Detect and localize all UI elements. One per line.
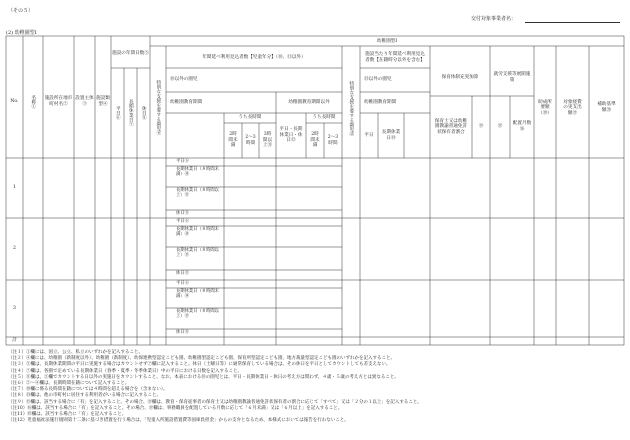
note-9: （注９）⑮欄は、該当する場合に「有」を記入すること。その場合、⑮欄は、教育・保育従事者の保育士又は幼稚園教諭普通免許状保有者の割合に応じて「すべて」又は「２分の１以上」を記入すること。: [8, 399, 422, 405]
col-days-long: 長期休業日⑦: [128, 99, 134, 127]
col-staff-count: 配置月数⑯: [512, 121, 532, 132]
col-nursery-15: ⑮: [478, 124, 484, 130]
col-weekday: 平日: [364, 132, 374, 138]
note-7: （注７）⑩欄に係る長時間在籍については４時間を超える場合を（含まない）。: [8, 387, 168, 393]
section-title: (2) 幼稚園型Ⅰ: [6, 30, 37, 36]
col-days-group: 施設の年間日数⑤: [112, 51, 149, 57]
note-10: （注10）⑯欄は、該当する場合に「有」を記入すること。その場合、⑰欄は、事務職員を配置している月数に応じて「６月未満」又は「６月以上」を記入すること。: [8, 405, 343, 411]
col-per-day-other: ⑬以外の園児: [364, 77, 392, 83]
col-special: 特別な支援を要する園児⑨: [155, 80, 161, 136]
per-day-group: 施設当たり年間延べ利用見込者数【在籍時分以外を含む】: [365, 51, 425, 63]
col-per-day-period: 幼稚園教育期間: [364, 100, 397, 106]
col-3yo: ⑩以外の園児: [170, 77, 198, 83]
row1-long-under8: 長期休業日（８時間未満）⑭: [176, 167, 219, 178]
col-location: 施設所在地市町村名②: [44, 96, 73, 107]
col-operator: 設置主体③: [75, 96, 94, 107]
col-kinder-period: 幼稚園教育期間: [170, 100, 203, 106]
col-days-weekday: 平日⑥: [115, 106, 121, 120]
note-11: （注11）⑱欄は、該当する場合に「有」を記入すること。: [8, 412, 127, 418]
row3-long-under8: 長期休業日（８時間未満）⑭: [176, 289, 219, 300]
row3-long-over8: 長期休業日（８時間以上）⑮: [176, 309, 219, 320]
col-budget: 補助基準額⑳: [597, 102, 616, 113]
sub-2to3: 2～3時間: [245, 134, 256, 146]
form-number: （その５）: [8, 8, 34, 14]
col-weekday-long: 平日・長期休業日・休日⑫: [279, 127, 303, 144]
row1-long-over8: 長期休業日（８時間以上）⑮: [176, 188, 219, 199]
col-long-hours: うち長時間: [238, 115, 262, 121]
note-8: （注８）⑬欄は、他の市町村に居住する利用者がいる場合に記入すること。: [8, 393, 161, 399]
applicant-label: 交付対象事業者名：: [471, 16, 517, 22]
sub-2to3-b: 2～3時間: [327, 134, 339, 146]
col-special-2: 特別な支援を要する園児⑬: [348, 81, 354, 137]
row2-holiday: 休日⑧: [176, 271, 189, 276]
row2-weekday: 平日⑥: [176, 219, 189, 224]
col-long-break: 長期休業日⑭: [381, 129, 401, 141]
row1-holiday: 休日⑧: [176, 211, 189, 216]
note-12: （注12）児童福祉法施行規則第十二条に基づき措置を行う場合は、「児童入所施設措置費等国庫負担金」からの支弁となるため、本様式においては報告を行わないこと。: [8, 418, 349, 424]
col-nursery-ratio: 保育士又は幼稚園教諭普通免許状保有者割合: [434, 118, 468, 135]
col-type: 施設類型④: [96, 96, 110, 107]
row-number-1: 1: [13, 185, 16, 191]
row1-weekday: 平日⑥: [176, 159, 189, 164]
row3-weekday: 平日⑥: [176, 281, 189, 286]
note-1: （注１）①欄には、国立、公立、私立のいずれかを記入すること。: [8, 350, 143, 355]
col-kinder-long: 幼稚園教育期間以外: [288, 100, 330, 106]
col-long-hours-2: うち長時間: [312, 115, 336, 121]
col-no: No.: [10, 99, 19, 105]
col-staff-17: ⑰: [497, 124, 503, 130]
col-staff-group: 就労支援等展開施策: [493, 72, 531, 83]
note-5: （注５）⑧欄は、⑤欄でカウントする日以外の実施日をカウントすること。なお、本表における⑩の園児とは、平日・長期休業日・休日の考え方は問わず、４歳・５歳の考え方とは異なること。: [8, 374, 399, 380]
total-label: 計: [12, 338, 17, 344]
note-4: （注４）⑦欄は、各園で定めている長期休業日（春季・夏季・冬季休業日）中の平日における日数を記入すること。: [8, 368, 242, 374]
row2-long-over8: 長期休業日（８時間以上）⑮: [176, 248, 219, 259]
col-nursery-group: 保育体制充実加算: [441, 75, 479, 81]
sub-over3: 3時間以上⑪: [262, 132, 273, 149]
row2-long-under8: 長期休業日（８時間未満）⑭: [176, 227, 219, 238]
row3-holiday: 休日⑧: [176, 330, 189, 335]
notes: [8, 350, 422, 424]
col-name: 名称①: [30, 95, 36, 109]
row-number-3: 3: [13, 305, 16, 311]
col-expense: 対象経費の実支出額⑰: [563, 99, 582, 116]
note-2: （注２）④欄には、幼稚園（新制度以外）、幼稚園（新制度）、幼保連携型認定こども園、幼稚園型認定こども園、保育所型認定こども園、地方裁量型認定こども園のいずれかを記入すること。: [8, 356, 395, 362]
col-days-holiday: 休日⑧: [141, 106, 147, 120]
col-request: 助成所要額（⑲）: [538, 99, 552, 116]
annual-group: 年間延べ利用見込者数【児童年分】（⑩、⑪以外）: [202, 55, 306, 61]
sub-under2-b: 2時間未満: [310, 132, 320, 149]
row-number-2: 2: [13, 246, 16, 252]
note-3: （注３）⑤欄は、長期休業期間の平日に実施する場合はカウントせず⑦欄に記入すること。休日（土曜日等）に通常保育している場合は、その休日を平日としてカウントしても差支えない。: [8, 362, 391, 368]
sub-under2: 2時間未満: [228, 132, 238, 149]
note-6: （注６）②～④欄は、長期時間在籍について記入すること。: [8, 381, 130, 387]
main-header: 幼稚園型Ⅰ: [376, 38, 398, 44]
